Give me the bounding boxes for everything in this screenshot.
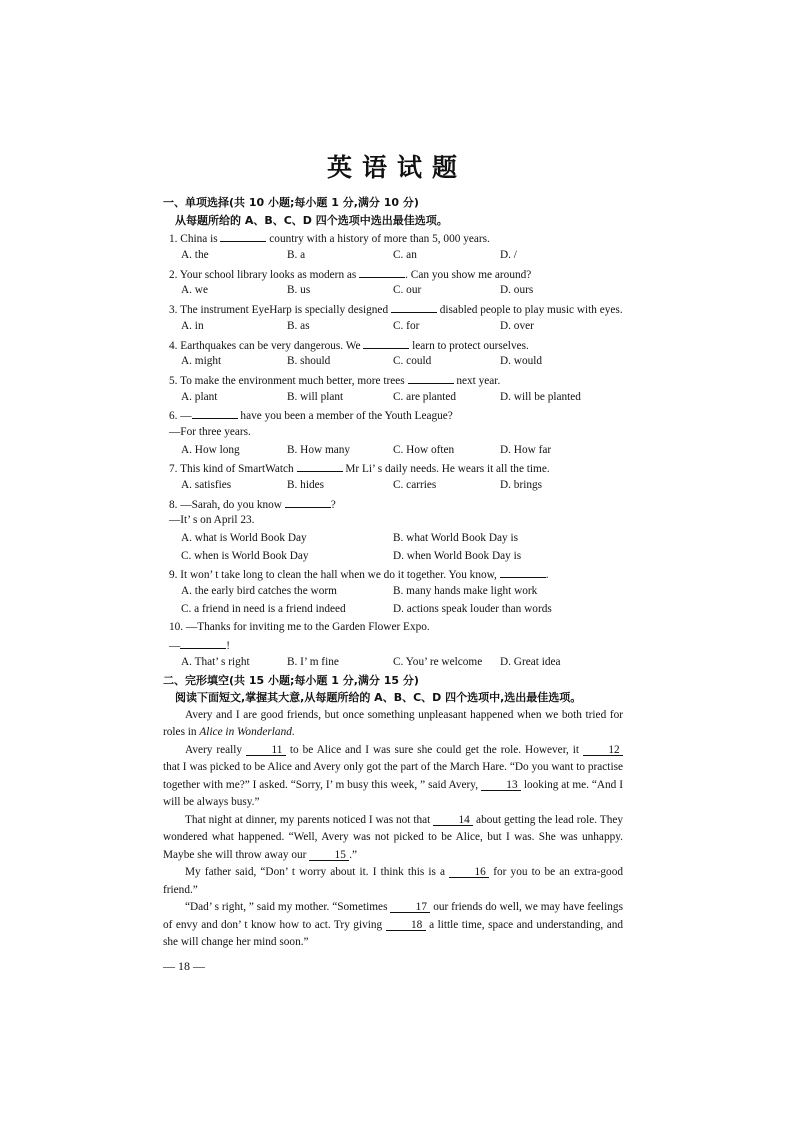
options-row <box>163 318 623 336</box>
option-b[interactable]: B. as <box>287 319 310 332</box>
option-b[interactable]: B. should <box>287 355 331 368</box>
question-line <box>163 265 623 283</box>
option-a[interactable]: A. might <box>181 355 222 368</box>
option-c[interactable]: C. our <box>393 284 422 297</box>
option-b[interactable]: B. How many <box>287 443 351 456</box>
answer-blank <box>192 406 238 419</box>
question-line <box>163 565 623 583</box>
text-segment: —It’ s on April 23. <box>169 514 255 527</box>
answer-blank: 14 <box>433 813 473 826</box>
option-b[interactable]: B. many hands make light work <box>393 585 538 598</box>
option-a[interactable]: A. How long <box>181 443 240 456</box>
text-segment: Avery and I are good friends, but once something unpleasant happened when we both tried for roles in <box>163 708 623 739</box>
page-title: 英语试题 <box>326 153 467 182</box>
answer-blank <box>363 336 409 349</box>
question-list <box>163 229 623 671</box>
answer-blank: 13 <box>481 778 521 791</box>
options-row <box>163 548 623 566</box>
option-a[interactable]: A. plant <box>181 390 218 403</box>
option-d[interactable]: D. Great idea <box>500 655 561 668</box>
option-d[interactable]: D. when World Book Day is <box>393 549 522 562</box>
section2-header: 二、完形填空(共 15 小题;每小题 1 分,满分 15 分) <box>163 673 419 687</box>
question-line <box>163 619 623 637</box>
option-d[interactable]: D. over <box>500 319 534 332</box>
text-segment: 6. — <box>169 410 192 423</box>
option-c[interactable]: C. a friend in need is a friend indeed <box>181 602 346 615</box>
text-segment: 5. To make the environment much better, more trees <box>169 374 408 387</box>
text-segment: 1. China is <box>169 233 221 246</box>
section1-header: 一、单项选择(共 10 小题;每小题 1 分,满分 10 分) <box>163 196 419 209</box>
section1-instruction: 从每题所给的 A、B、C、D 四个选项中选出最佳选项。 <box>175 213 448 227</box>
cloze-passage <box>163 707 623 952</box>
text-segment: learn to protect ourselves. <box>409 339 529 352</box>
answer-blank <box>408 371 454 384</box>
option-c[interactable]: C. for <box>393 319 420 332</box>
text-segment: 9. It won’ t take long to clean the hall when we do it together. You know, <box>169 569 500 582</box>
option-c[interactable]: C. You’ re welcome <box>393 655 483 668</box>
text-segment: Mr Li’ s daily needs. He wears it all the time. <box>342 463 550 476</box>
text-segment: 7. This kind of SmartWatch <box>169 463 297 476</box>
passage-paragraph <box>163 707 623 742</box>
text-segment: 8. —Sarah, do you know <box>169 498 285 511</box>
text-segment: Avery really <box>185 743 246 756</box>
option-a[interactable]: A. in <box>181 319 204 332</box>
option-d[interactable]: D. / <box>500 249 517 262</box>
options-row <box>163 601 623 619</box>
option-b[interactable]: B. I’ m fine <box>287 655 339 668</box>
options-row <box>163 389 623 407</box>
option-b[interactable]: B. us <box>287 284 311 297</box>
option-a[interactable]: A. we <box>181 284 208 297</box>
option-d[interactable]: D. ours <box>500 284 534 297</box>
text-segment: ! <box>226 640 231 653</box>
text-segment: —For three years. <box>169 425 251 438</box>
text-segment: — <box>169 640 181 653</box>
text-segment: about getting the lead role. They wondered what happened. “Well, Avery was not picked to be Alice, but I was. She was unhappy. Maybe she will throw away our <box>163 813 623 861</box>
text-segment: a little time, space and understanding, and she will change her mind soon.” <box>163 918 623 949</box>
question-line <box>163 371 623 389</box>
text-segment: next year. <box>453 374 501 387</box>
text-segment: 2. Your school library looks as modern as <box>169 268 360 281</box>
answer-blank <box>180 636 226 649</box>
option-b[interactable]: B. hides <box>287 479 325 491</box>
text-segment: ? <box>330 498 336 511</box>
option-a[interactable]: A. what is World Book Day <box>181 532 307 545</box>
option-a[interactable]: A. the <box>181 249 209 262</box>
options-row <box>163 654 623 672</box>
question-line <box>163 229 623 247</box>
answer-blank: 18 <box>386 918 426 931</box>
answer-blank <box>391 300 437 313</box>
answer-blank <box>297 459 343 472</box>
option-c[interactable]: C. are planted <box>393 390 457 403</box>
text-segment: have you been a member of the Youth League? <box>237 410 453 423</box>
option-d[interactable]: D. How far <box>500 443 552 456</box>
text-segment: 4. Earthquakes can be very dangerous. We <box>169 339 364 352</box>
options-row <box>163 247 623 265</box>
answer-blank <box>285 495 331 508</box>
text-segment: disabled people to play music with eyes. <box>436 304 623 317</box>
answer-blank: 11 <box>246 743 286 756</box>
option-b[interactable]: B. a <box>287 249 306 262</box>
option-c[interactable]: C. How often <box>393 443 455 456</box>
passage-paragraph <box>163 864 623 899</box>
text-segment: . Can you show me around? <box>405 268 532 281</box>
exam-content <box>163 194 623 952</box>
passage-paragraph <box>163 899 623 952</box>
options-row <box>163 353 623 371</box>
option-d[interactable]: D. will be planted <box>500 390 581 403</box>
option-b[interactable]: B. what World Book Day is <box>393 532 519 545</box>
question-line <box>163 424 623 442</box>
text-segment: to be Alice and I was sure she could get the role. However, it <box>285 743 583 756</box>
text-segment: that I was picked to be Alice and Avery only got the part of the March Hare. “Do you want to practise together with me?” I asked. “Sorry, I’ m busy this week, ” said Avery, <box>163 761 623 791</box>
text-segment: . <box>291 726 295 739</box>
option-c[interactable]: C. carries <box>393 479 437 491</box>
question-line <box>163 512 623 530</box>
option-c[interactable]: C. could <box>393 355 432 368</box>
option-a[interactable]: A. the early bird catches the worm <box>181 585 337 598</box>
option-b[interactable]: B. will plant <box>287 390 344 403</box>
question-line <box>163 336 623 354</box>
text-segment: for you to be an extra-good friend.” <box>163 866 624 896</box>
answer-blank: 17 <box>390 900 430 913</box>
passage-paragraph <box>163 742 623 812</box>
text-segment: “Dad’ s right, ” said my mother. “Sometimes <box>185 901 391 914</box>
option-d[interactable]: D. actions speak louder than words <box>393 602 552 615</box>
italic-title: Alice in Wonderland <box>199 726 292 739</box>
option-c[interactable]: C. an <box>393 249 417 262</box>
text-segment: That night at dinner, my parents noticed I was not that <box>185 813 434 826</box>
answer-blank: 16 <box>449 865 489 878</box>
question-line <box>163 495 623 513</box>
text-segment: our friends do well, we may have feelings of envy and don’ t know how to act. Try giving <box>163 901 623 931</box>
text-segment: looking at me. “And I will be always busy.” <box>163 778 623 809</box>
text-segment: 3. The instrument EyeHarp is specially designed <box>169 304 391 317</box>
question-line <box>163 459 623 477</box>
answer-blank <box>220 229 266 242</box>
option-d[interactable]: D. brings <box>500 479 543 491</box>
question-line <box>163 636 623 654</box>
option-a[interactable]: A. satisfies <box>181 479 232 491</box>
text-segment: . <box>545 569 549 582</box>
options-row <box>163 442 623 460</box>
option-d[interactable]: D. would <box>500 355 543 368</box>
answer-blank <box>359 265 405 278</box>
passage-paragraph <box>163 812 623 865</box>
text-segment: My father said, “Don’ t worry about it. I think this is a <box>185 866 450 879</box>
answer-blank: 12 <box>583 743 623 756</box>
option-c[interactable]: C. when is World Book Day <box>181 549 309 562</box>
question-line <box>163 406 623 424</box>
answer-blank: 15 <box>309 848 349 861</box>
answer-blank <box>500 565 546 578</box>
text-segment: country with a history of more than 5, 000 years. <box>266 233 490 246</box>
section2-instruction: 阅读下面短文,掌握其大意,从每题所给的 A、B、C、D 四个选项中,选出最佳选项。 <box>175 691 582 705</box>
option-a[interactable]: A. That’ s right <box>181 655 250 668</box>
options-row <box>163 530 623 548</box>
question-line <box>163 300 623 318</box>
text-segment: .” <box>349 848 358 861</box>
options-row <box>163 583 623 601</box>
page-number: — 18 — <box>163 959 205 973</box>
text-segment: 10. —Thanks for inviting me to the Garden Flower Expo. <box>169 620 430 633</box>
options-row <box>163 282 623 300</box>
options-row <box>163 477 623 495</box>
